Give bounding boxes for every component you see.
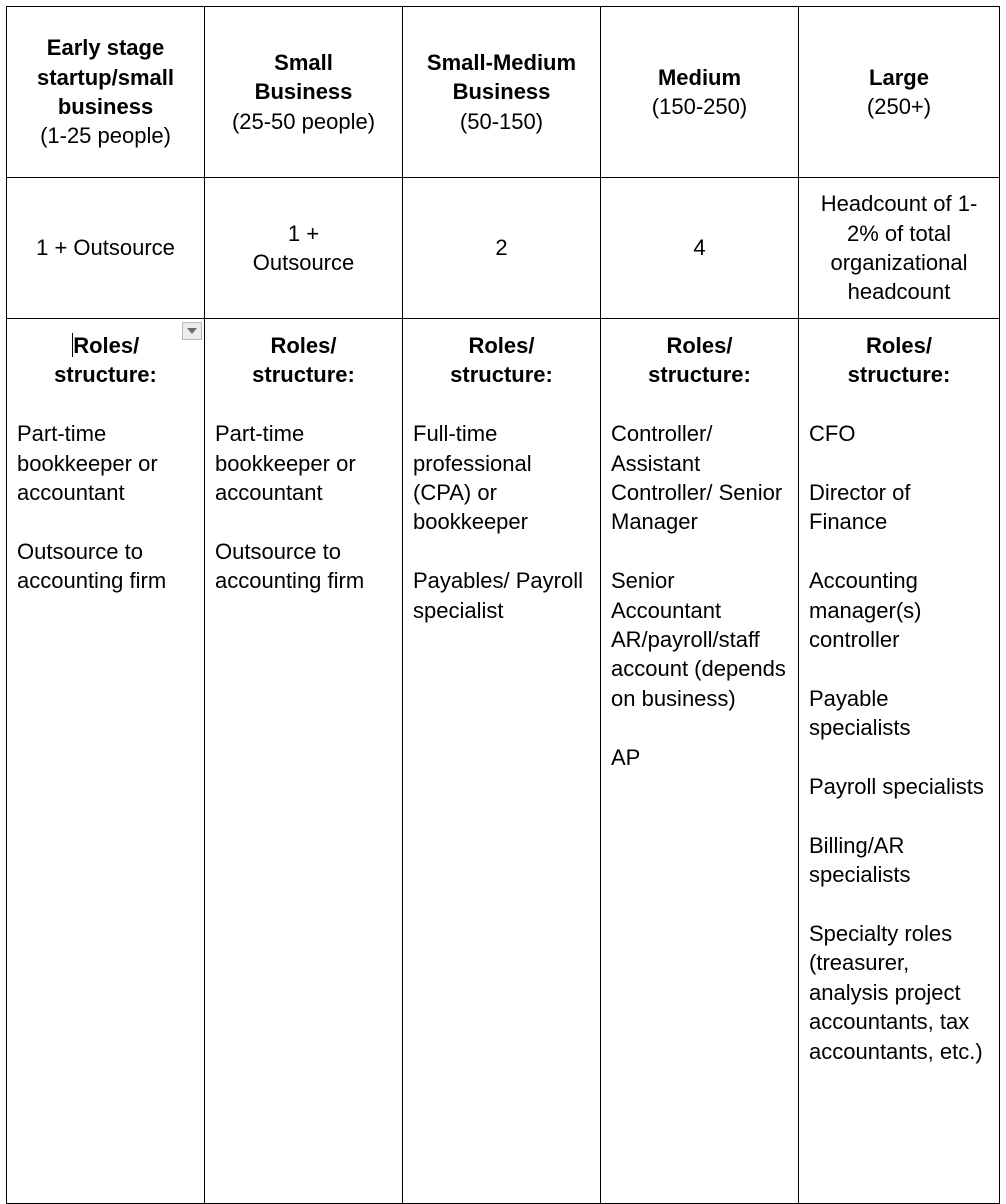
role-item: Payroll specialists xyxy=(809,774,984,800)
role-item: Payable specialists xyxy=(809,685,911,741)
roles-title: Roles/ structure: xyxy=(252,333,355,388)
role-item: Outsource to accounting firm xyxy=(17,538,167,594)
header-cell-medium[interactable] xyxy=(601,7,799,178)
headcount-cell[interactable] xyxy=(205,178,403,319)
role-item: Part-time bookkeeper or accountant xyxy=(17,421,158,506)
staffing-table xyxy=(6,6,1000,1204)
headcount-value: 1 + Outsource xyxy=(252,220,355,275)
header-row xyxy=(7,7,1000,178)
roles-cell-early-stage[interactable] xyxy=(7,319,205,1204)
header-subtitle: (1-25 people) xyxy=(40,123,171,149)
headcount-cell[interactable]: Headcount of 1-2% of total organizational headcount xyxy=(799,178,1000,319)
roles-title: Roles/ structure: xyxy=(648,333,751,388)
header-subtitle: (250+) xyxy=(866,94,932,119)
header-subtitle: (150-250) xyxy=(651,94,748,119)
headcount-cell[interactable]: 2 xyxy=(403,178,601,319)
roles-title: Roles/ structure: xyxy=(450,333,553,388)
role-item: Senior Accountant AR/payroll/staff account (depends on business) xyxy=(611,568,786,711)
header-title: Medium xyxy=(657,64,742,90)
role-item: Billing/AR specialists xyxy=(809,832,911,888)
header-cell-small-medium-business[interactable] xyxy=(403,7,601,178)
roles-cell-small-business[interactable] xyxy=(205,319,403,1204)
role-item: CFO xyxy=(809,421,856,447)
header-cell-large[interactable] xyxy=(799,7,1000,178)
header-title: Small Business xyxy=(254,49,353,105)
header-cell-small-business[interactable] xyxy=(205,7,403,178)
role-item: Director of Finance xyxy=(809,480,911,535)
role-item: Controller/ Assistant Controller/ Senior Manager xyxy=(611,421,783,535)
roles-cell-small-medium-business[interactable] xyxy=(403,319,601,1204)
role-item: Accounting manager(s) controller xyxy=(809,568,922,653)
role-item: Payables/ Payroll specialist xyxy=(413,568,583,623)
headcount-cell[interactable]: 4 xyxy=(601,178,799,319)
headcount-row xyxy=(7,178,1000,319)
role-item: Specialty roles (treasurer, analysis project accountants, tax accountants, etc.) xyxy=(809,921,983,1064)
header-cell-early-stage[interactable] xyxy=(7,7,205,178)
header-title: Early stage startup/small business xyxy=(37,35,174,119)
role-item: AP xyxy=(611,744,641,770)
header-title: Small-Medium Business xyxy=(426,49,577,105)
header-subtitle: (25-50 people) xyxy=(231,108,376,134)
role-item: Outsource to accounting firm xyxy=(215,538,365,594)
chevron-down-icon[interactable] xyxy=(182,322,202,340)
roles-row xyxy=(7,319,1000,1204)
role-item: Part-time bookkeeper or accountant xyxy=(215,421,356,506)
roles-title: Roles/ structure: xyxy=(847,333,951,388)
roles-cell-medium[interactable] xyxy=(601,319,799,1204)
role-item: Full-time professional (CPA) or bookkeeper xyxy=(413,421,532,535)
headcount-cell[interactable]: 1 + Outsource xyxy=(7,178,205,319)
roles-title: Roles/ structure: xyxy=(54,333,157,388)
header-subtitle: (50-150) xyxy=(459,108,544,134)
header-title: Large xyxy=(869,64,929,90)
roles-cell-large[interactable] xyxy=(799,319,1000,1204)
